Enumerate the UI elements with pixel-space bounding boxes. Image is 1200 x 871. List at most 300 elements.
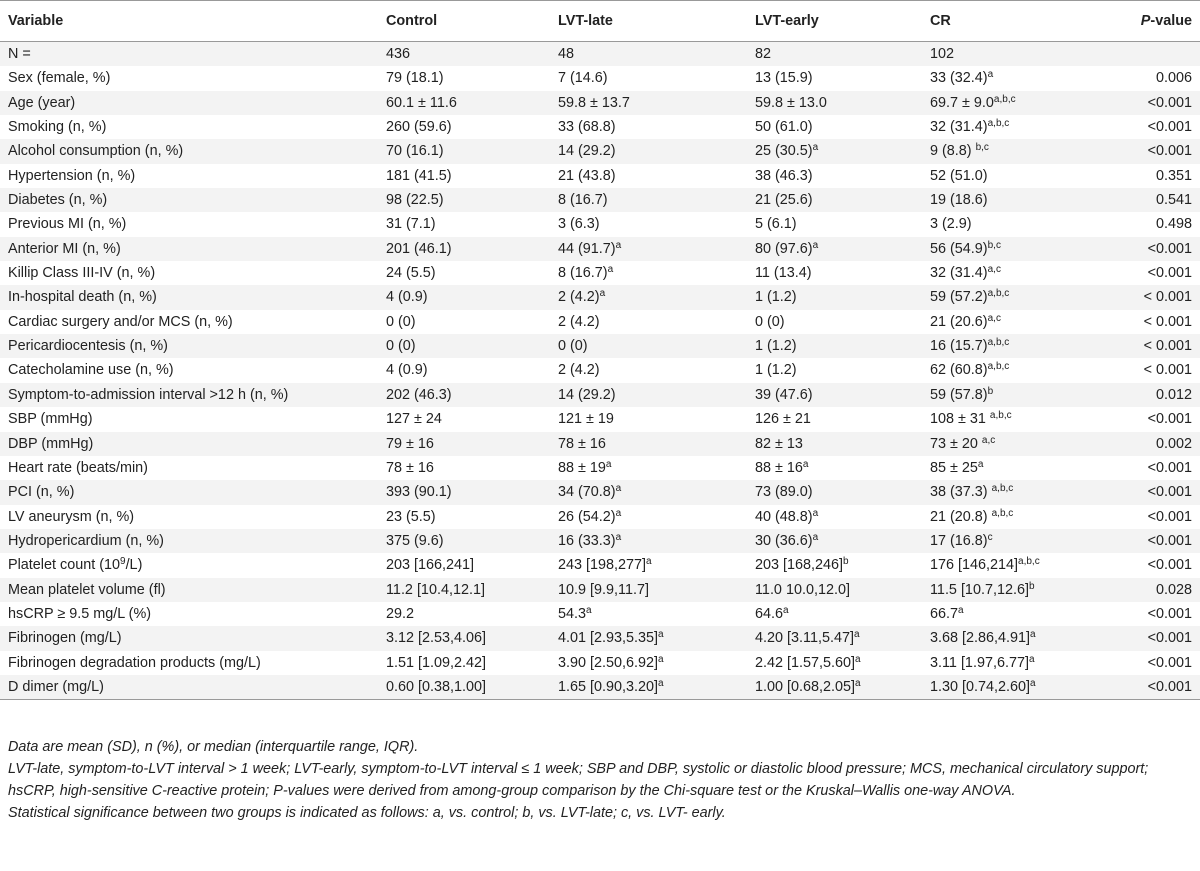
cell-variable <box>0 578 378 602</box>
cell-p-value: <0.001 <box>1094 237 1200 261</box>
table-row <box>0 578 1200 602</box>
cell-variable <box>0 164 378 188</box>
cell-value: 79 (18.1) <box>386 70 444 87</box>
cell-p-value: <0.001 <box>1094 651 1200 675</box>
cell-lvt-early <box>747 505 922 529</box>
cell-variable <box>0 602 378 626</box>
significance-superscript: a,b,c <box>993 93 1016 105</box>
significance-superscript: a <box>855 677 861 689</box>
cell-value: 1.00 [0.68,2.05] <box>755 678 856 695</box>
significance-superscript: a <box>855 653 861 665</box>
cell-variable <box>0 139 378 163</box>
cell-value: 66.7 <box>930 605 959 622</box>
cell-lvt-late <box>550 285 747 309</box>
cell-value: 202 (46.3) <box>386 386 452 403</box>
cell-variable <box>0 42 378 67</box>
cell-control <box>378 626 550 650</box>
variable-label: Hydropericardium (n, %) <box>8 532 164 549</box>
header-p-value <box>1094 1 1200 42</box>
cell-control <box>378 115 550 139</box>
cell-cr <box>922 237 1094 261</box>
table-row <box>0 651 1200 675</box>
cell-lvt-late <box>550 480 747 504</box>
cell-p-value: 0.012 <box>1094 383 1200 407</box>
cell-cr <box>922 480 1094 504</box>
cell-cr <box>922 91 1094 115</box>
table-row <box>0 212 1200 236</box>
cell-value: 10.9 [9.9,11.7] <box>558 581 649 598</box>
table-row <box>0 66 1200 90</box>
cell-p-value: < 0.001 <box>1094 310 1200 334</box>
cell-control <box>378 66 550 90</box>
cell-value: 44 (91.7) <box>558 240 616 257</box>
cell-lvt-early <box>747 66 922 90</box>
cell-lvt-early <box>747 285 922 309</box>
variable-label: Previous MI (n, %) <box>8 216 127 233</box>
cell-value: 4.20 [3.11,5.47] <box>755 630 854 647</box>
cell-p-value: <0.001 <box>1094 91 1200 115</box>
variable-label: Age (year) <box>8 94 76 111</box>
cell-value: 39 (47.6) <box>755 386 813 403</box>
cell-lvt-late <box>550 139 747 163</box>
cell-lvt-early <box>747 310 922 334</box>
significance-superscript: a <box>646 556 652 568</box>
cell-value: 59 (57.8) <box>930 386 988 403</box>
variable-label: Symptom-to-admission interval >12 h (n, %) <box>8 386 289 403</box>
cell-lvt-late <box>550 505 747 529</box>
cell-p-value: < 0.001 <box>1094 285 1200 309</box>
cell-value: 1.30 [0.74,2.60] <box>930 678 1031 695</box>
variable-label: Fibrinogen degradation products (mg/L) <box>8 654 261 671</box>
cell-value: 3.12 [2.53,4.06] <box>386 630 487 647</box>
cell-value: 11 (13.4) <box>755 265 812 282</box>
table-row <box>0 529 1200 553</box>
cell-control <box>378 578 550 602</box>
cell-value: 52 (51.0) <box>930 167 988 184</box>
cell-variable <box>0 91 378 115</box>
variable-label: Smoking (n, %) <box>8 119 107 136</box>
cell-control <box>378 212 550 236</box>
cell-value: 126 ± 21 <box>755 411 811 428</box>
cell-lvt-late <box>550 602 747 626</box>
variable-label: Fibrinogen (mg/L) <box>8 630 122 647</box>
cell-value: 4 (0.9) <box>386 289 428 306</box>
cell-value: 59.8 ± 13.7 <box>558 94 630 111</box>
cell-variable <box>0 553 378 577</box>
cell-variable <box>0 456 378 480</box>
cell-p-value: <0.001 <box>1094 261 1200 285</box>
cell-cr <box>922 456 1094 480</box>
cell-value: 4 (0.9) <box>386 362 428 379</box>
cell-value: 436 <box>386 46 411 62</box>
cell-value: 59.8 ± 13.0 <box>755 94 827 111</box>
cell-cr <box>922 505 1094 529</box>
significance-superscript: a,b,c <box>991 507 1014 519</box>
significance-superscript: a <box>1030 677 1036 689</box>
cell-control <box>378 675 550 700</box>
cell-control <box>378 407 550 431</box>
significance-superscript: a <box>977 458 984 470</box>
cell-value: 21 (43.8) <box>558 167 616 184</box>
cell-p-value <box>1094 42 1200 67</box>
cell-lvt-early <box>747 432 922 456</box>
cell-variable <box>0 358 378 382</box>
cell-control <box>378 261 550 285</box>
table-row <box>0 188 1200 212</box>
cell-value: 50 (61.0) <box>755 119 813 136</box>
variable-label: Anterior MI (n, %) <box>8 240 121 257</box>
cell-cr <box>922 310 1094 334</box>
cell-lvt-early <box>747 115 922 139</box>
table-row <box>0 237 1200 261</box>
cell-lvt-late <box>550 310 747 334</box>
cell-cr <box>922 553 1094 577</box>
significance-superscript: b <box>987 385 994 397</box>
variable-label: Cardiac surgery and/or MCS (n, %) <box>8 313 233 330</box>
cell-variable <box>0 334 378 358</box>
cell-variable <box>0 115 378 139</box>
variable-label: Heart rate (beats/min) <box>8 459 148 476</box>
cell-control <box>378 602 550 626</box>
cell-control <box>378 651 550 675</box>
cell-p-value: 0.541 <box>1094 188 1200 212</box>
significance-superscript: b,c <box>975 142 989 154</box>
cell-variable <box>0 66 378 90</box>
cell-control <box>378 334 550 358</box>
significance-superscript: a <box>615 483 622 495</box>
cell-lvt-early <box>747 626 922 650</box>
cell-value: 14 (29.2) <box>558 143 616 160</box>
significance-superscript: a <box>958 604 964 616</box>
cell-value: 78 ± 16 <box>558 435 606 452</box>
cell-lvt-late <box>550 115 747 139</box>
cell-value: 11.2 [10.4,12.1] <box>386 581 485 598</box>
cell-value: 201 (46.1) <box>386 240 452 257</box>
cell-lvt-late <box>550 407 747 431</box>
cell-value: 32 (31.4) <box>930 119 988 136</box>
cell-value: 1 (1.2) <box>755 289 797 306</box>
cell-value: 0 (0) <box>558 338 588 355</box>
significance-superscript: a,b,c <box>987 288 1010 300</box>
cell-lvt-late <box>550 188 747 212</box>
cell-value: 82 <box>755 46 772 62</box>
cell-cr <box>922 285 1094 309</box>
table-row <box>0 91 1200 115</box>
cell-value: 8 (16.7) <box>558 192 608 209</box>
cell-lvt-early <box>747 651 922 675</box>
cell-p-value: 0.351 <box>1094 164 1200 188</box>
cell-value: 21 (25.6) <box>755 192 813 209</box>
cell-value: 33 (68.8) <box>558 119 616 136</box>
significance-superscript: a <box>812 142 819 154</box>
significance-superscript: a,c <box>981 434 996 446</box>
table-row <box>0 285 1200 309</box>
cell-cr <box>922 578 1094 602</box>
cell-p-value: <0.001 <box>1094 407 1200 431</box>
cell-cr <box>922 334 1094 358</box>
significance-superscript: a,b,c <box>989 410 1012 422</box>
cell-cr <box>922 651 1094 675</box>
cell-value: 23 (5.5) <box>386 508 436 525</box>
cell-lvt-late <box>550 164 747 188</box>
header-cr: CR <box>922 1 1094 42</box>
cell-value: 181 (41.5) <box>386 167 452 184</box>
cell-value: 11.5 [10.7,12.6] <box>930 581 1029 598</box>
significance-superscript: a,b,c <box>1018 556 1040 568</box>
table-row <box>0 432 1200 456</box>
table-row <box>0 310 1200 334</box>
table-row <box>0 505 1200 529</box>
cell-control <box>378 310 550 334</box>
cell-control <box>378 91 550 115</box>
table-footnotes <box>8 736 1192 824</box>
cell-value: 1 (1.2) <box>755 338 797 355</box>
variable-label: LV aneurysm (n, %) <box>8 508 135 525</box>
variable-label: Pericardiocentesis (n, %) <box>8 338 168 355</box>
cell-lvt-late <box>550 91 747 115</box>
cell-variable <box>0 212 378 236</box>
significance-superscript: a <box>812 507 819 519</box>
variable-label-suffix: /L) <box>125 557 143 574</box>
cell-p-value: <0.001 <box>1094 675 1200 700</box>
cell-value: 48 <box>558 46 575 62</box>
cell-control <box>378 432 550 456</box>
cell-cr <box>922 675 1094 700</box>
cell-cr <box>922 212 1094 236</box>
variable-label: Alcohol consumption (n, %) <box>8 143 184 160</box>
cell-value: 54.3 <box>558 605 587 622</box>
cell-p-value: <0.001 <box>1094 626 1200 650</box>
header-p-value-italic: P <box>1140 13 1151 29</box>
cell-value: 260 (59.6) <box>386 119 452 136</box>
cell-control <box>378 553 550 577</box>
table-row <box>0 675 1200 700</box>
cell-value: 73 (89.0) <box>755 484 813 501</box>
cell-value: 56 (54.9) <box>930 240 988 257</box>
significance-superscript: a,b,c <box>987 361 1010 373</box>
cell-lvt-early <box>747 358 922 382</box>
cell-lvt-late <box>550 237 747 261</box>
cell-cr <box>922 407 1094 431</box>
cell-value: 3 (6.3) <box>558 216 600 233</box>
table-row <box>0 115 1200 139</box>
cell-lvt-late <box>550 456 747 480</box>
cell-lvt-early <box>747 42 922 67</box>
variable-label: PCI (n, %) <box>8 484 75 501</box>
cell-value: 30 (36.6) <box>755 532 813 549</box>
cell-value: 2 (4.2) <box>558 362 600 379</box>
cell-variable <box>0 285 378 309</box>
significance-superscript: b <box>1028 580 1035 592</box>
cell-lvt-late <box>550 578 747 602</box>
cell-variable <box>0 529 378 553</box>
cell-cr <box>922 66 1094 90</box>
cell-control <box>378 188 550 212</box>
cell-variable <box>0 626 378 650</box>
cell-value: 8 (16.7) <box>558 265 608 282</box>
significance-superscript: c <box>987 531 993 543</box>
cell-lvt-late <box>550 66 747 90</box>
cell-control <box>378 237 550 261</box>
cell-cr <box>922 164 1094 188</box>
cell-value: 24 (5.5) <box>386 265 436 282</box>
cell-value: 70 (16.1) <box>386 143 444 160</box>
cell-lvt-early <box>747 529 922 553</box>
table-body <box>0 42 1200 700</box>
cell-p-value: 0.028 <box>1094 578 1200 602</box>
variable-label: SBP (mmHg) <box>8 411 93 428</box>
cell-p-value: <0.001 <box>1094 115 1200 139</box>
cell-cr <box>922 261 1094 285</box>
table-row <box>0 139 1200 163</box>
significance-superscript: a,b,c <box>991 483 1014 495</box>
significance-superscript: a <box>1028 653 1035 665</box>
significance-superscript: a,b,c <box>987 337 1010 349</box>
cell-value: 3.11 [1.97,6.77] <box>930 654 1029 671</box>
cell-cr <box>922 529 1094 553</box>
cell-lvt-early <box>747 602 922 626</box>
cell-value: 0 (0) <box>386 313 416 330</box>
cell-value: 393 (90.1) <box>386 484 452 501</box>
cell-value: 79 ± 16 <box>386 435 434 452</box>
cell-value: 11.0 10.0,12.0] <box>755 581 850 598</box>
cell-lvt-late <box>550 651 747 675</box>
cell-value: 88 ± 19 <box>558 459 606 476</box>
cell-value: 69.7 ± 9.0 <box>930 94 994 111</box>
cell-lvt-late <box>550 334 747 358</box>
cell-p-value: < 0.001 <box>1094 334 1200 358</box>
cell-cr <box>922 188 1094 212</box>
significance-superscript: a <box>1030 629 1036 641</box>
cell-value: 14 (29.2) <box>558 386 616 403</box>
variable-label: Mean platelet volume (fl) <box>8 581 166 598</box>
footnote-abbreviations: LVT-late, symptom-to-LVT interval > 1 week; LVT-early, symptom-to-LVT interval ≤ 1 week; SBP and DBP, systolic or diastolic blood pressure; MCS, mechanical circulatory support; hsCRP, high-sensitive C-reactive protein; P-values were derived from among-group comparison by the Chi-square test or the Kruskal–Wallis one-way ANOVA. <box>8 761 1149 799</box>
table-header <box>0 1 1200 42</box>
significance-superscript: a <box>615 507 622 519</box>
header-lvt-early: LVT-early <box>747 1 922 42</box>
cell-value: 102 <box>930 46 955 62</box>
cell-lvt-late <box>550 383 747 407</box>
cell-value: 29.2 <box>386 605 415 622</box>
cell-cr <box>922 358 1094 382</box>
cell-value: 1.65 [0.90,3.20] <box>558 678 659 695</box>
cell-lvt-early <box>747 139 922 163</box>
cell-value: 2 (4.2) <box>558 289 600 306</box>
cell-variable <box>0 383 378 407</box>
cell-control <box>378 139 550 163</box>
cell-lvt-late <box>550 529 747 553</box>
cell-control <box>378 480 550 504</box>
cell-value: 9 (8.8) <box>930 143 976 160</box>
header-p-value-rest: -value <box>1150 13 1192 29</box>
cell-variable <box>0 310 378 334</box>
significance-superscript: a <box>658 629 664 641</box>
cell-control <box>378 456 550 480</box>
table-row <box>0 164 1200 188</box>
cell-p-value: <0.001 <box>1094 529 1200 553</box>
table-row <box>0 334 1200 358</box>
cell-value: 121 ± 19 <box>558 411 614 428</box>
cell-lvt-early <box>747 188 922 212</box>
cell-p-value: <0.001 <box>1094 505 1200 529</box>
significance-superscript: a <box>812 531 819 543</box>
cell-lvt-late <box>550 42 747 67</box>
cell-lvt-late <box>550 432 747 456</box>
cell-p-value: <0.001 <box>1094 480 1200 504</box>
cell-lvt-late <box>550 626 747 650</box>
cell-value: 32 (31.4) <box>930 265 988 282</box>
cell-lvt-early <box>747 212 922 236</box>
cell-lvt-early <box>747 334 922 358</box>
cell-value: 7 (14.6) <box>558 70 608 87</box>
table-row <box>0 626 1200 650</box>
variable-label: Catecholamine use (n, %) <box>8 362 174 379</box>
cell-value: 108 ± 31 <box>930 411 990 428</box>
cell-value: 80 (97.6) <box>755 240 813 257</box>
cell-variable <box>0 505 378 529</box>
cell-lvt-early <box>747 91 922 115</box>
cell-cr <box>922 139 1094 163</box>
cell-variable <box>0 261 378 285</box>
significance-superscript: b,c <box>987 239 1001 251</box>
significance-superscript: b <box>843 556 849 568</box>
cell-cr <box>922 602 1094 626</box>
cell-p-value: 0.002 <box>1094 432 1200 456</box>
cell-value: 203 [166,241] <box>386 557 475 574</box>
variable-label: In-hospital death (n, %) <box>8 289 157 306</box>
significance-superscript: a,c <box>987 312 1001 324</box>
cell-control <box>378 505 550 529</box>
cell-lvt-early <box>747 261 922 285</box>
cell-value: 33 (32.4) <box>930 70 988 87</box>
table-row <box>0 480 1200 504</box>
header-variable: Variable <box>0 1 378 42</box>
cell-value: 26 (54.2) <box>558 508 616 525</box>
cell-value: 34 (70.8) <box>558 484 616 501</box>
significance-superscript: a <box>658 653 664 665</box>
significance-superscript: a <box>812 239 819 251</box>
cell-value: 0 (0) <box>755 313 785 330</box>
cell-p-value: 0.498 <box>1094 212 1200 236</box>
variable-label: DBP (mmHg) <box>8 435 94 452</box>
cell-cr <box>922 626 1094 650</box>
table-row <box>0 553 1200 577</box>
significance-superscript: a <box>599 288 606 300</box>
significance-superscript: a <box>615 531 622 543</box>
table-row <box>0 261 1200 285</box>
cell-value: 1 (1.2) <box>755 362 797 379</box>
footnote-data-description: Data are mean (SD), n (%), or median (interquartile range, IQR). <box>8 739 419 755</box>
cell-value: 0 (0) <box>386 338 416 355</box>
cell-lvt-late <box>550 261 747 285</box>
cell-cr <box>922 42 1094 67</box>
footnote-significance: Statistical significance between two groups is indicated as follows: a, vs. control; b, vs. LVT-late; c, vs. LVT- early. <box>8 805 726 821</box>
table-row <box>0 42 1200 67</box>
cell-value: 82 ± 13 <box>755 435 803 452</box>
variable-label: Hypertension (n, %) <box>8 167 136 184</box>
cell-value: 3 (2.9) <box>930 216 972 233</box>
cell-value: 31 (7.1) <box>386 216 436 233</box>
cell-value: 38 (37.3) <box>930 484 992 501</box>
cell-value: 85 ± 25 <box>930 459 978 476</box>
significance-superscript: a,c <box>987 264 1001 276</box>
significance-superscript: a <box>783 604 789 616</box>
cell-value: 243 [198,277] <box>558 557 647 574</box>
cell-lvt-late <box>550 358 747 382</box>
cell-control <box>378 383 550 407</box>
header-lvt-late: LVT-late <box>550 1 747 42</box>
header-row <box>0 1 1200 42</box>
